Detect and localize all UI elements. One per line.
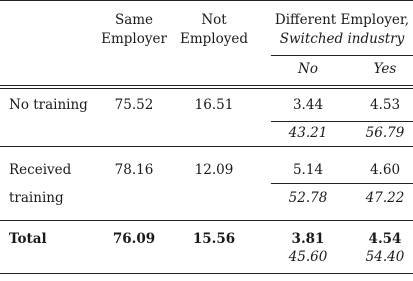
row-no-training-no: 3.44 xyxy=(292,97,324,113)
row-total-share-no: 45.60 xyxy=(288,249,328,265)
header-not-employed-line2: Employed xyxy=(179,31,249,47)
row-received-share-yes: 47.22 xyxy=(365,190,405,206)
row-total-not-employed: 15.56 xyxy=(192,231,236,247)
header-same-line1: Same xyxy=(114,12,154,28)
subheader-no: No xyxy=(298,61,318,77)
row-no-training-not-employed: 16.51 xyxy=(194,97,234,113)
section-rule-2 xyxy=(0,220,413,221)
row-received-yes: 4.60 xyxy=(369,162,401,178)
row-no-training-yes: 4.53 xyxy=(369,97,401,113)
row-no-training-share-yes: 56.79 xyxy=(365,125,405,141)
header-diff-employer-line2: Switched industry xyxy=(279,31,405,47)
row-no-training-same: 75.52 xyxy=(114,97,154,113)
row-total-share-yes: 54.40 xyxy=(365,249,405,265)
row-total-no: 3.81 xyxy=(291,231,325,247)
top-rule xyxy=(0,0,413,1)
header-underline-diff xyxy=(271,55,413,56)
row-no-training-share-no: 43.21 xyxy=(288,125,328,141)
header-not-employed-line1: Not xyxy=(201,12,227,28)
row-received-label-line1: Received xyxy=(9,162,72,178)
no-training-subtotal-rule xyxy=(271,121,413,122)
row-received-share-no: 52.78 xyxy=(288,190,328,206)
section-rule-1 xyxy=(0,146,413,147)
header-diff-employer-line1: Different Employer, xyxy=(274,12,410,28)
row-total-same: 76.09 xyxy=(112,231,156,247)
row-received-same: 78.16 xyxy=(114,162,154,178)
received-subtotal-rule xyxy=(271,183,413,184)
subheader-yes: Yes xyxy=(373,61,397,77)
row-total-label: Total xyxy=(9,231,47,247)
row-no-training-label: No training xyxy=(9,97,88,113)
bottom-rule xyxy=(0,273,413,274)
header-double-rule-bottom xyxy=(0,88,413,89)
row-received-no: 5.14 xyxy=(292,162,324,178)
header-same-line2: Employer xyxy=(101,31,167,47)
row-received-not-employed: 12.09 xyxy=(194,162,234,178)
row-received-label-line2: training xyxy=(9,190,64,206)
header-double-rule-top xyxy=(0,85,413,86)
row-total-yes: 4.54 xyxy=(368,231,402,247)
